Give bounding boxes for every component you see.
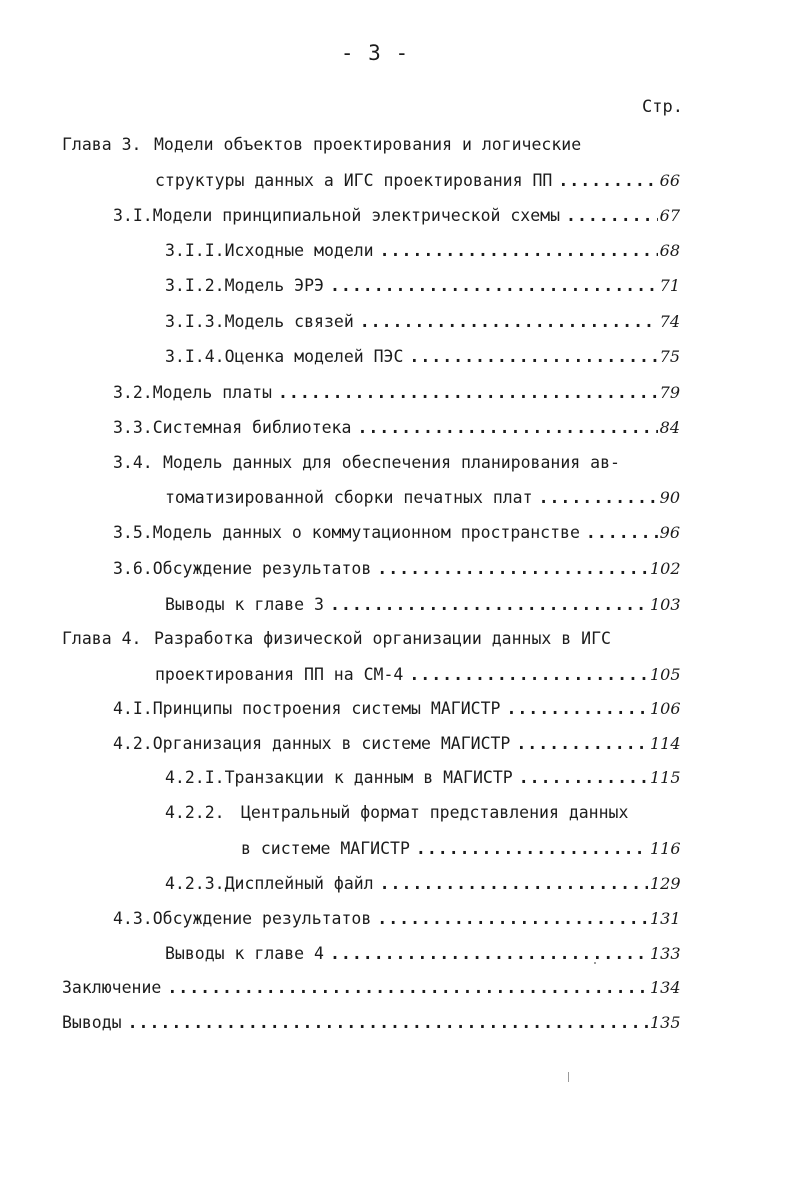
dot-leader bbox=[409, 662, 648, 688]
toc-page-number: 68 bbox=[659, 241, 680, 260]
dot-leader bbox=[566, 203, 658, 229]
toc-entry bbox=[113, 380, 680, 406]
toc-entry-title: Организация данных в системе МАГИСТР bbox=[152, 734, 511, 753]
dot-leader bbox=[586, 520, 658, 546]
toc-entry bbox=[113, 731, 680, 757]
toc-chapter-number: Глава 3. bbox=[62, 135, 142, 154]
toc-page-number: 90 bbox=[659, 488, 680, 507]
toc-entry bbox=[155, 662, 680, 688]
dot-leader bbox=[357, 415, 657, 441]
dot-leader bbox=[377, 906, 648, 932]
toc-entry-title: Системная библиотека bbox=[152, 418, 352, 437]
toc-entry bbox=[113, 203, 680, 229]
dot-leader bbox=[330, 941, 648, 967]
dot-leader bbox=[539, 485, 658, 511]
toc-entry bbox=[155, 168, 680, 194]
toc-entry-title: Модель ЭРЭ bbox=[224, 276, 324, 295]
toc-chapter-number: Глава 4. bbox=[62, 629, 142, 648]
toc-entry-title: Выводы bbox=[62, 1013, 122, 1032]
toc-entry-title: Принципы построения системы МАГИСТР bbox=[152, 699, 501, 718]
toc-entry-title: томатизированной сборки печатных плат bbox=[165, 488, 533, 507]
dot-leader bbox=[278, 380, 658, 406]
toc-entry bbox=[165, 344, 680, 370]
toc-page-number: 114 bbox=[650, 734, 681, 753]
toc-section-number: 3.I. bbox=[113, 206, 153, 225]
toc-entry bbox=[241, 836, 680, 862]
toc-section-number: 4.2.3. bbox=[165, 874, 225, 893]
toc-page-number: 84 bbox=[659, 418, 680, 437]
toc-page-number: 71 bbox=[659, 276, 680, 295]
dot-leader bbox=[330, 592, 648, 618]
toc-entry-title: Модель данных для обеспечения планирования ав- bbox=[163, 453, 620, 472]
toc-entry-title: Заключение bbox=[62, 978, 162, 997]
page-number: - 3 - bbox=[340, 41, 410, 65]
dot-leader bbox=[167, 975, 648, 1001]
toc-entry bbox=[113, 696, 680, 722]
toc-entry-title: Выводы к главе 4 bbox=[165, 944, 324, 963]
toc-entry bbox=[113, 415, 680, 441]
toc-entry-title: проектирования ПП на СМ-4 bbox=[155, 665, 404, 684]
toc-entry-title: Модели принципиальной электрической схемы bbox=[152, 206, 561, 225]
toc-entry-title: Обсуждение результатов bbox=[152, 559, 372, 578]
toc-entry bbox=[165, 800, 680, 826]
toc-section-number: 3.5. bbox=[113, 523, 153, 542]
toc-page-number: 135 bbox=[650, 1013, 681, 1032]
scan-mark bbox=[568, 1072, 569, 1082]
toc-page-number: 133 bbox=[650, 944, 681, 963]
toc-section-number: 4.3. bbox=[113, 909, 153, 928]
toc-entry bbox=[62, 975, 680, 1001]
toc-entry bbox=[62, 1010, 680, 1036]
dot-leader bbox=[416, 836, 648, 862]
toc-page-number: 105 bbox=[650, 665, 681, 684]
toc-chapter-heading bbox=[62, 626, 702, 652]
toc-entry-title: структуры данных а ИГС проектирования ПП bbox=[155, 171, 553, 190]
toc-page-number: 79 bbox=[659, 383, 680, 402]
toc-page-number: 102 bbox=[650, 559, 681, 578]
dot-leader bbox=[377, 556, 648, 582]
toc-entry-title: Оценка моделей ПЭС bbox=[224, 347, 404, 366]
toc-section-number: 3.I.I. bbox=[165, 241, 225, 260]
toc-page-number: 74 bbox=[659, 312, 680, 331]
toc-section-number: 3.3. bbox=[113, 418, 153, 437]
dot-leader bbox=[519, 765, 648, 791]
toc-entry-title: Модель связей bbox=[224, 312, 354, 331]
toc-page-number: 103 bbox=[650, 595, 681, 614]
toc-entry bbox=[113, 906, 680, 932]
toc-entry bbox=[165, 238, 680, 264]
toc-chapter-title: Разработка физической организации данных в ИГС bbox=[154, 629, 611, 648]
toc-entry bbox=[113, 556, 680, 582]
toc-entry-title: Обсуждение результатов bbox=[152, 909, 372, 928]
dot-leader bbox=[330, 273, 658, 299]
toc-section-number: 3.I.2. bbox=[165, 276, 225, 295]
toc-section-number: 3.I.3. bbox=[165, 312, 225, 331]
dot-leader bbox=[558, 168, 657, 194]
dot-leader bbox=[409, 344, 657, 370]
dot-leader bbox=[380, 238, 658, 264]
toc-section-number: 3.2. bbox=[113, 383, 153, 402]
toc-entry-title: Центральный формат представления данных bbox=[241, 803, 629, 822]
toc-page-number: 96 bbox=[659, 523, 680, 542]
toc-page-number: 131 bbox=[650, 909, 681, 928]
dot-leader bbox=[128, 1010, 648, 1036]
toc-section-number: 4.I. bbox=[113, 699, 153, 718]
toc-entry bbox=[165, 871, 680, 897]
toc-entry bbox=[165, 592, 680, 618]
toc-page-number: 115 bbox=[650, 768, 681, 787]
dot-leader bbox=[516, 731, 648, 757]
toc-section-number: 4.2. bbox=[113, 734, 153, 753]
toc-page-number: 129 bbox=[650, 874, 681, 893]
toc-entry-title: в системе МАГИСТР bbox=[241, 839, 410, 858]
toc-section-number: 4.2.2. bbox=[165, 803, 225, 822]
toc-entry bbox=[165, 273, 680, 299]
dot-leader bbox=[506, 696, 648, 722]
toc-entry-title: Исходные модели bbox=[224, 241, 374, 260]
dot-leader bbox=[360, 309, 658, 335]
scan-mark bbox=[594, 962, 596, 964]
toc-entry-title: Модель данных о коммутационном пространстве bbox=[152, 523, 580, 542]
toc-page-number: 134 bbox=[650, 978, 681, 997]
toc-page-number: 116 bbox=[650, 839, 681, 858]
toc-entry-title: Выводы к главе 3 bbox=[165, 595, 324, 614]
toc-entry-title: Транзакции к данным в МАГИСТР bbox=[224, 768, 513, 787]
toc-section-number: 3.4. bbox=[113, 453, 153, 472]
toc-entry bbox=[165, 309, 680, 335]
toc-page-number: 67 bbox=[659, 206, 680, 225]
toc-entry bbox=[165, 485, 680, 511]
toc-section-number: 3.6. bbox=[113, 559, 153, 578]
toc-section-number: 4.2.I. bbox=[165, 768, 225, 787]
toc-chapter-heading bbox=[62, 132, 702, 158]
toc-page-number: 75 bbox=[659, 347, 680, 366]
page-column-label: Стр. bbox=[642, 97, 683, 117]
toc-entry bbox=[165, 765, 680, 791]
toc-entry-title: Дисплейный файл bbox=[224, 874, 374, 893]
dot-leader bbox=[380, 871, 648, 897]
toc-entry-title: Модель платы bbox=[152, 383, 272, 402]
toc-entry bbox=[165, 941, 680, 967]
toc-page-number: 106 bbox=[650, 699, 681, 718]
toc-page-number: 66 bbox=[659, 171, 680, 190]
toc-entry bbox=[113, 450, 680, 476]
toc-entry bbox=[113, 520, 680, 546]
toc-section-number: 3.I.4. bbox=[165, 347, 225, 366]
toc-chapter-title: Модели объектов проектирования и логические bbox=[154, 135, 582, 154]
